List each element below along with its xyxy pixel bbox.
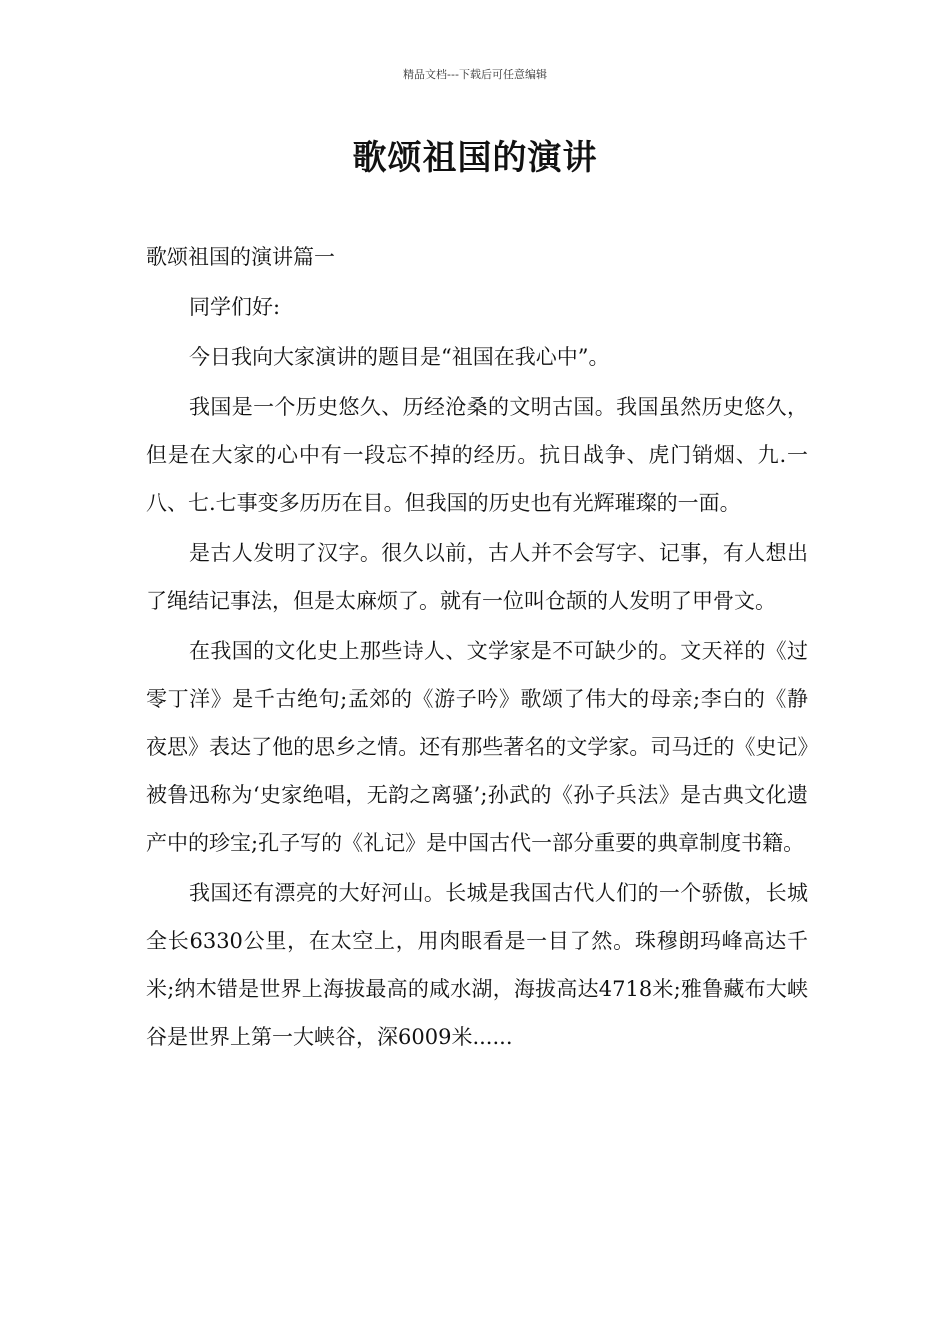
paragraph-greeting: 同学们好: (189, 295, 281, 319)
document-body (146, 233, 808, 1063)
paragraph-history: 我国是一个历史悠久、历经沧桑的文明古国。我国虽然历史悠久，但是在大家的心中有一段忘不掉的经历。抗日战争、虎门销烟、九.一八、七.七事变多历历在目。但我国的历史也有光辉璀璨的一面。 (146, 395, 808, 515)
header-note: 精品文档---下载后可任意编辑 (403, 68, 547, 81)
document-title: 歌颂祖国的演讲 (352, 138, 598, 178)
paragraph-topic: 今日我向大家演讲的题目是“祖国在我心中”。 (189, 345, 610, 369)
section-heading: 歌颂祖国的演讲篇一 (146, 245, 335, 269)
paragraph-characters: 是古人发明了汉字。很久以前，古人并不会写字、记事，有人想出了绳结记事法，但是太麻烦了。就有一位叫仓颉的人发明了甲骨文。 (146, 541, 808, 613)
paragraph-landscape: 我国还有漂亮的大好河山。长城是我国古代人们的一个骄傲，长城全长6330公里，在太空上，用肉眼看是一目了然。珠穆朗玛峰高达千米;纳木错是世界上海拔最高的咸水湖，海拔高达4718米;雅鲁藏布大峡谷是世界上第一大峡谷，深6009米...... (146, 881, 808, 1049)
paragraph-literature: 在我国的文化史上那些诗人、文学家是不可缺少的。文天祥的《过零丁洋》是千古绝句;孟郊的《游子吟》歌颂了伟大的母亲;李白的《静夜思》表达了他的思乡之情。还有那些著名的文学家。司马迁的《史记》被鲁迅称为‘史家绝唱，无韵之离骚’;孙武的《孙子兵法》是古典文化遗产中的珍宝;孔子写的《礼记》是中国古代一部分重要的典章制度书籍。 (146, 639, 808, 855)
